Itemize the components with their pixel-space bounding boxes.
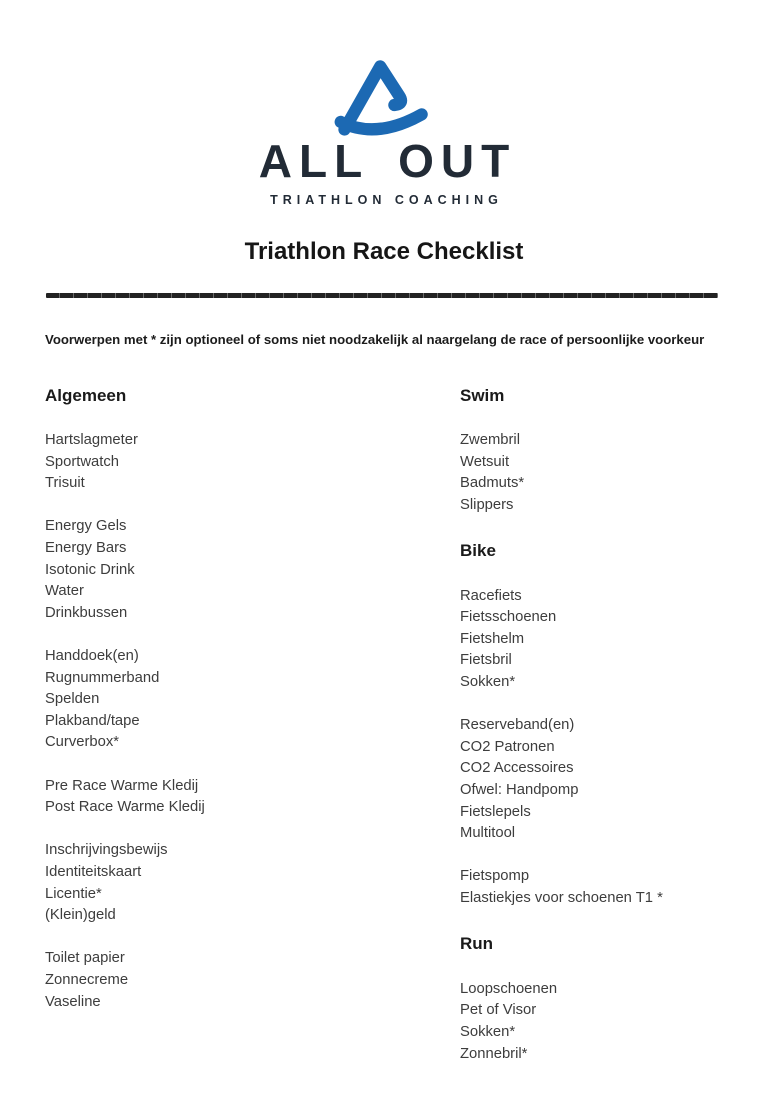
checklist-item: Hartslagmeter bbox=[45, 432, 138, 449]
checklist-item: Rugnummerband bbox=[45, 669, 160, 686]
blank-line bbox=[460, 910, 738, 932]
brand-header bbox=[0, 57, 768, 207]
checklist-item: Slippers bbox=[460, 496, 514, 513]
document-title: Triathlon Race Checklist bbox=[244, 238, 524, 265]
checklist-item: CO2 Accessoires bbox=[460, 760, 574, 777]
checklist-item: Drinkbussen bbox=[45, 604, 128, 621]
blank-line bbox=[45, 819, 460, 841]
checklist-item: Spelden bbox=[45, 691, 100, 708]
checklist-item: Zonnecreme bbox=[45, 971, 129, 988]
blank-line bbox=[460, 957, 738, 979]
checklist-item: Energy Bars bbox=[45, 540, 127, 557]
checklist-item: Trisuit bbox=[45, 475, 85, 492]
checklist-item: Curverbox* bbox=[45, 734, 120, 751]
checklist-item: Sokken* bbox=[460, 674, 516, 691]
checklist-item: Loopschoenen bbox=[460, 980, 558, 997]
blank-line bbox=[45, 754, 460, 776]
blank-line bbox=[460, 409, 738, 431]
checklist-columns bbox=[45, 383, 738, 1066]
optional-items-note: Voorwerpen met * zijn optioneel of soms niet noodzakelijk al naargelang de race of persoonlijke voorkeur bbox=[45, 331, 705, 347]
checklist-item: Licentie* bbox=[45, 885, 102, 902]
checklist-item: Badmuts* bbox=[460, 475, 525, 492]
checklist-item: Sokken* bbox=[460, 1023, 516, 1040]
blank-line bbox=[45, 409, 460, 431]
section-heading-run: Run bbox=[460, 934, 494, 954]
blank-line bbox=[45, 927, 460, 949]
checklist-item: Post Race Warme Kledij bbox=[45, 799, 205, 816]
checklist-item: Elastiekjes voor schoenen T1 * bbox=[460, 889, 663, 906]
checklist-item: Reserveband(en) bbox=[460, 717, 575, 734]
checklist-item: Ofwel: Handpomp bbox=[460, 782, 579, 798]
checklist-item: Isotonic Drink bbox=[45, 561, 135, 578]
checklist-item: Vaseline bbox=[45, 993, 101, 1010]
checklist-item: Fietsbril bbox=[460, 652, 512, 669]
divider-line bbox=[46, 293, 718, 298]
checklist-item: Racefiets bbox=[460, 587, 522, 604]
checklist-item: Identiteitskaart bbox=[45, 863, 142, 880]
blank-line bbox=[45, 624, 460, 646]
section-heading-swim: Swim bbox=[460, 385, 505, 405]
blank-line bbox=[460, 694, 738, 716]
brand-tagline: TRIATHLON COACHING bbox=[270, 193, 503, 207]
blank-line bbox=[460, 845, 738, 867]
all-out-logo-icon bbox=[0, 57, 768, 137]
blank-line bbox=[460, 516, 738, 538]
blank-line bbox=[45, 495, 460, 517]
checklist-item: Fietsschoenen bbox=[460, 609, 557, 626]
checklist-item: Fietslepels bbox=[460, 803, 531, 820]
checklist-item: Water bbox=[45, 583, 84, 600]
brand-wordmark: ALL OUT bbox=[258, 135, 517, 187]
checklist-item: Zonnebril* bbox=[460, 1045, 528, 1062]
section-heading-algemeen: Algemeen bbox=[45, 385, 127, 405]
checklist-item: Toilet papier bbox=[45, 950, 125, 967]
checklist-item: Energy Gels bbox=[45, 518, 127, 535]
checklist-item: Pre Race Warme Kledij bbox=[45, 777, 199, 794]
checklist-item: Inschrijvingsbewijs bbox=[45, 842, 168, 859]
checklist-item: Fietspomp bbox=[460, 868, 530, 885]
checklist-item: Sportwatch bbox=[45, 453, 120, 470]
blank-line bbox=[460, 564, 738, 586]
checklist-item: Handdoek(en) bbox=[45, 648, 139, 665]
checklist-item: Pet of Visor bbox=[460, 1002, 537, 1019]
checklist-item: Multitool bbox=[460, 825, 516, 842]
checklist-item: Zwembril bbox=[460, 432, 521, 449]
checklist-item: Wetsuit bbox=[460, 453, 510, 470]
checklist-column-left bbox=[45, 383, 460, 1066]
checklist-item: CO2 Patronen bbox=[460, 738, 555, 755]
checklist-column-right bbox=[460, 383, 738, 1066]
checklist-item: (Klein)geld bbox=[45, 907, 116, 924]
checklist-item: Plakband/tape bbox=[45, 712, 140, 729]
checklist-item: Fietshelm bbox=[460, 630, 525, 647]
section-heading-bike: Bike bbox=[460, 541, 496, 561]
